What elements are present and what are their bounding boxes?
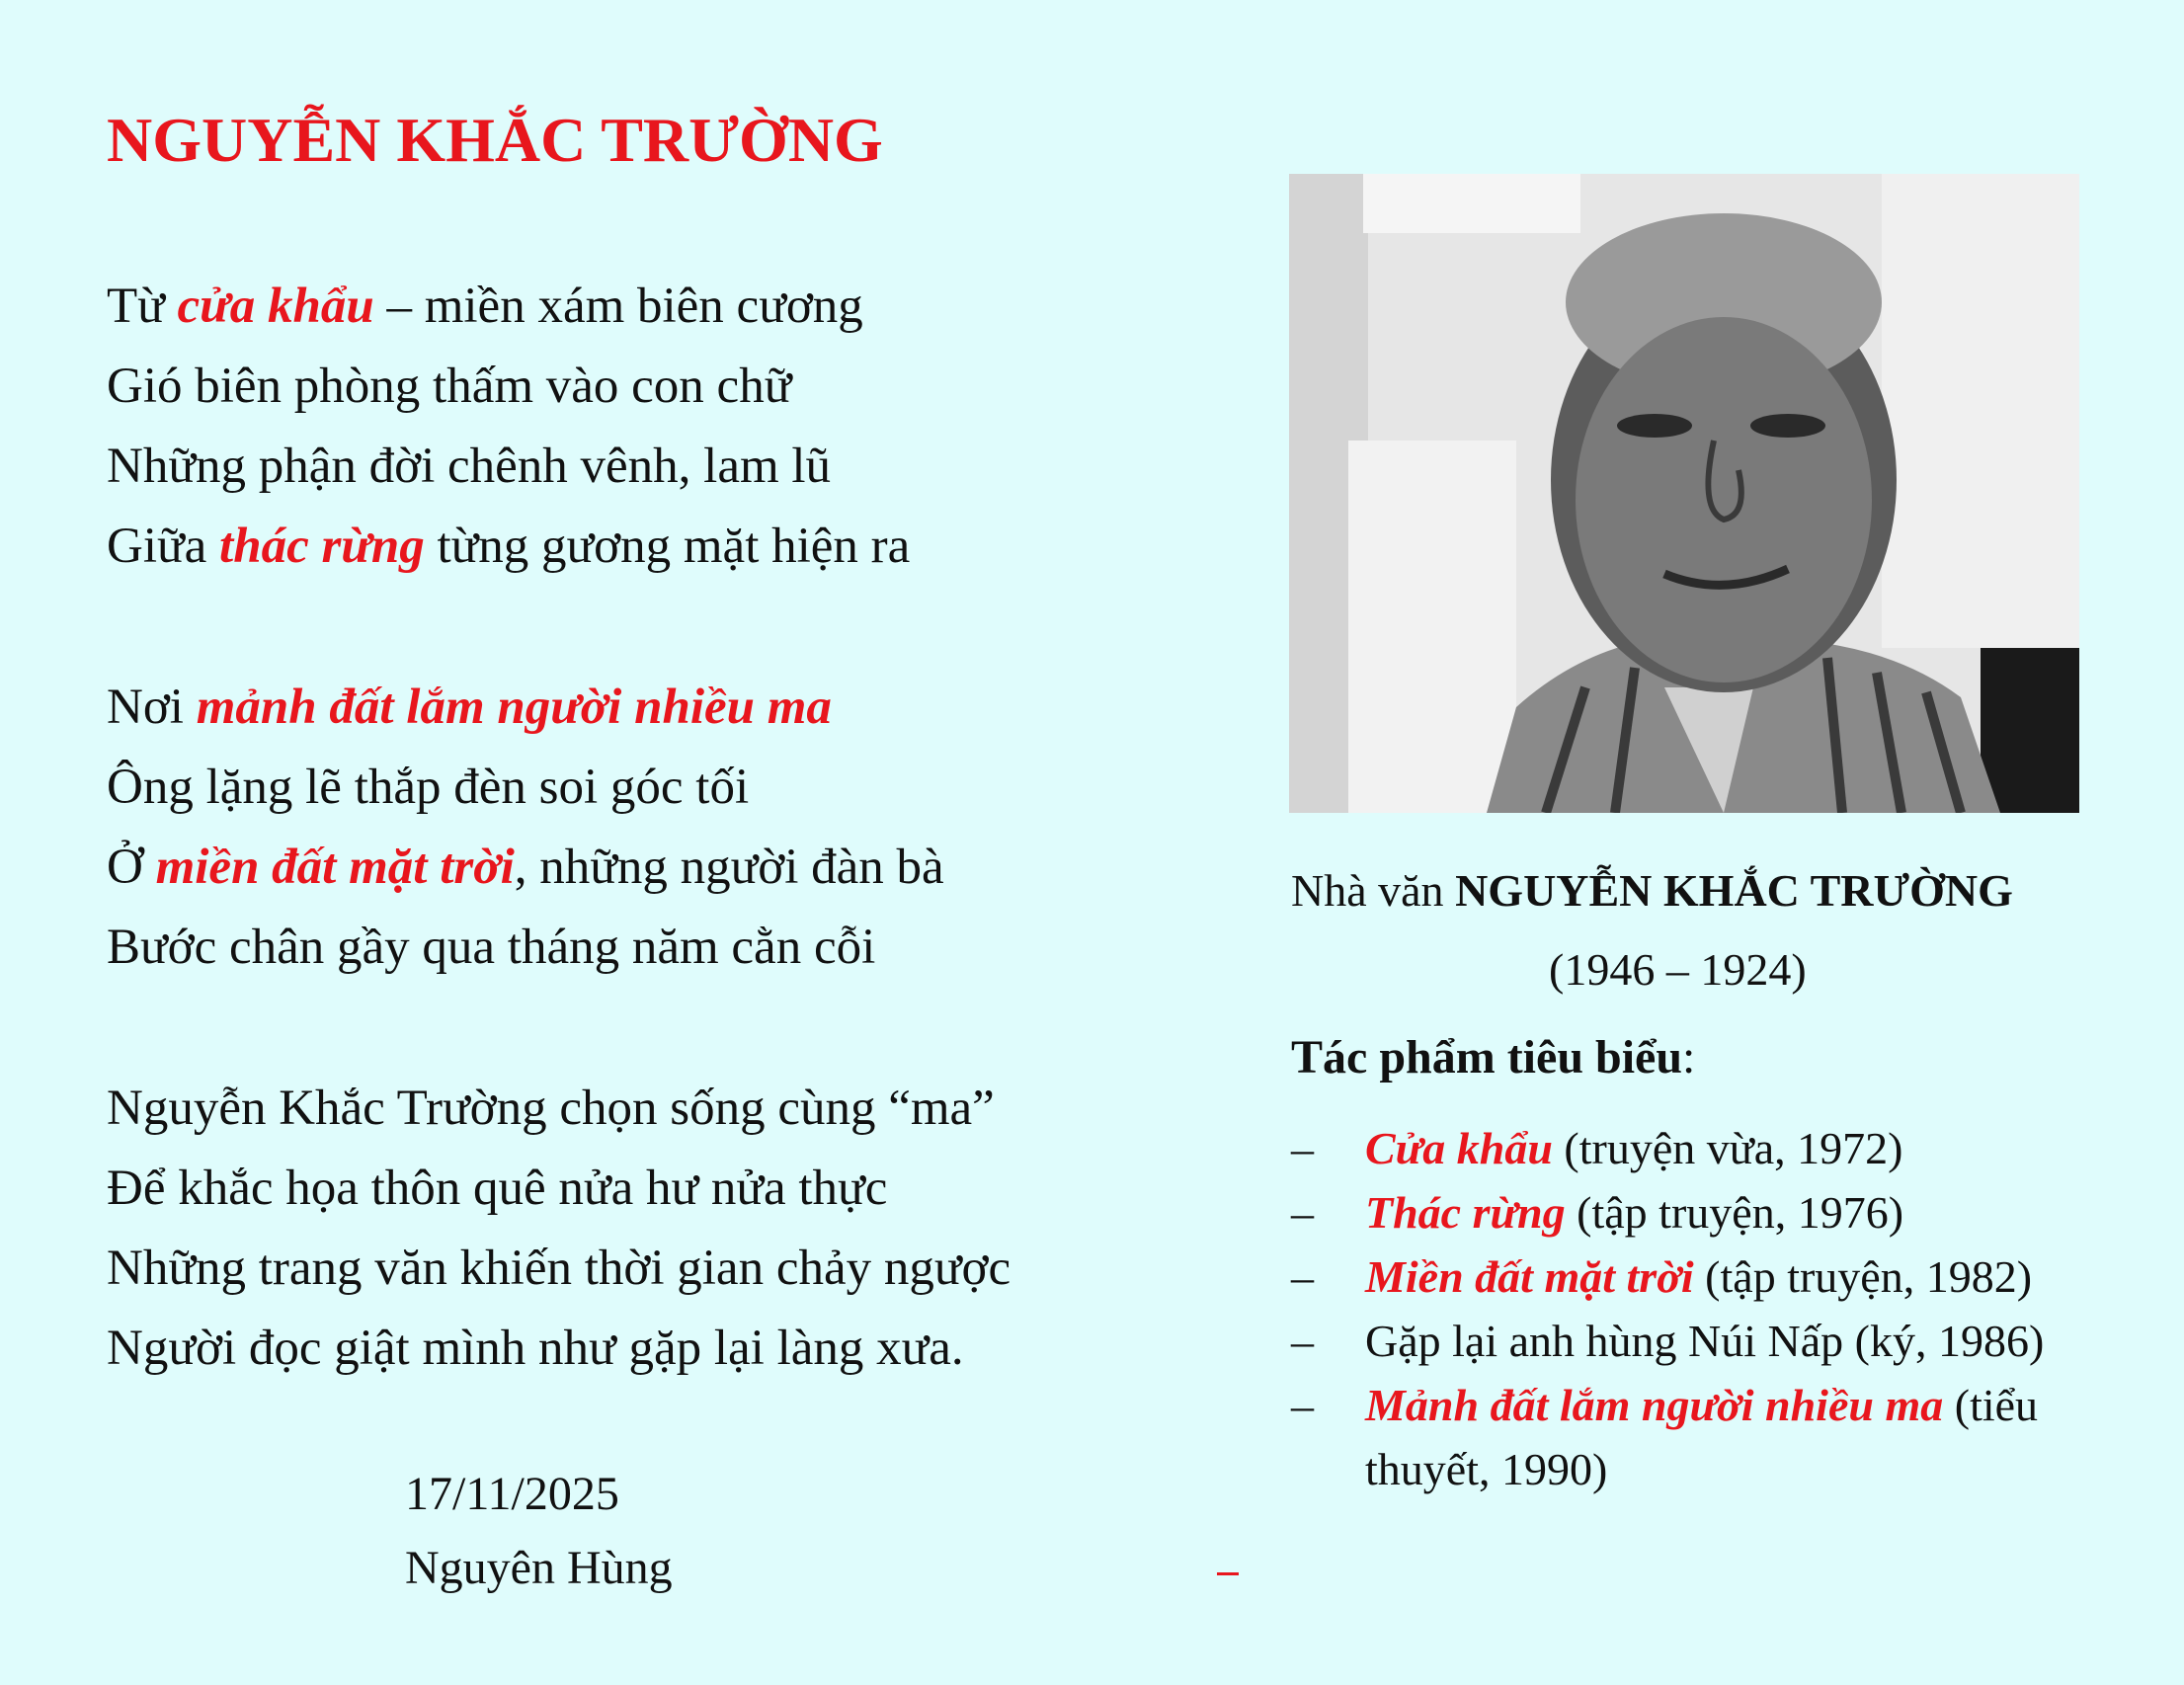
work-title: Cửa khẩu	[1365, 1123, 1553, 1173]
list-item	[1291, 1180, 2101, 1244]
work-title: Mảnh đất lắm người nhiều ma	[1365, 1380, 1944, 1430]
page-title: NGUYỄN KHẮC TRƯỜNG	[107, 105, 883, 175]
works-heading	[1291, 1030, 1695, 1084]
poem-stanza-1	[107, 267, 1243, 587]
work-plain: Gặp lại anh hùng Núi Nấp (ký, 1986)	[1365, 1316, 2045, 1366]
line-text: Từ	[107, 279, 178, 334]
author-years: (1946 – 1924)	[1549, 944, 1807, 995]
poem-stanza-2	[107, 668, 1243, 988]
list-dash: –	[1291, 1251, 1314, 1302]
poem-line: Gió biên phòng thấm vào con chữ	[107, 359, 792, 414]
works-list	[1291, 1116, 2101, 1501]
poem-line	[107, 507, 1243, 587]
work-title: Miền đất mặt trời	[1365, 1251, 1694, 1302]
author-portrait	[1289, 174, 2079, 813]
work-detail: (tập truyện, 1982)	[1693, 1251, 2033, 1302]
list-item	[1291, 1373, 2101, 1501]
line-text: từng gương mặt hiện ra	[424, 519, 911, 574]
signoff-author: Nguyên Hùng	[405, 1542, 673, 1594]
poem-line: Người đọc giật mình như gặp lại làng xưa.	[107, 1321, 964, 1376]
list-dash: –	[1291, 1380, 1314, 1430]
work-detail: (truyện vừa, 1972)	[1552, 1123, 1903, 1173]
caption-name: NGUYỄN KHẮC TRƯỜNG	[1455, 865, 2013, 916]
caption-prefix: Nhà văn	[1291, 865, 1456, 916]
line-text: Ở	[107, 840, 156, 895]
line-text: , những người đàn bà	[514, 840, 944, 895]
work-detail: (tập truyện, 1976)	[1565, 1187, 1904, 1238]
line-text: Giữa	[107, 519, 220, 574]
list-dash: –	[1291, 1187, 1314, 1238]
highlight-text: miền đất mặt trời	[155, 840, 515, 895]
poem-line	[107, 668, 1243, 748]
poem-line: Ông lặng lẽ thắp đèn soi góc tối	[107, 760, 750, 815]
poem	[107, 267, 1243, 1470]
works-heading-label: Tác phẩm tiêu biểu	[1291, 1031, 1683, 1083]
poem-line	[107, 828, 1243, 908]
list-item	[1291, 1244, 2101, 1309]
list-item	[1291, 1309, 2101, 1373]
portrait-illustration	[1289, 174, 2079, 813]
work-detail: (tiểu thuyết, 1990)	[1365, 1380, 2039, 1494]
signoff	[405, 1457, 673, 1605]
poem-line: Nguyễn Khắc Trường chọn sống cùng “ma”	[107, 1081, 995, 1136]
portrait-caption	[1291, 861, 2131, 921]
list-dash: –	[1291, 1316, 1314, 1366]
divider-mark	[1217, 1572, 1239, 1575]
highlight-text: cửa khẩu	[177, 279, 374, 334]
poem-line: Để khắc họa thôn quê nửa hư nửa thực	[107, 1161, 888, 1216]
poem-line: Bước chân gầy qua tháng năm cằn cỗi	[107, 920, 876, 975]
list-item	[1291, 1116, 2101, 1180]
signoff-date: 17/11/2025	[405, 1468, 619, 1520]
list-dash: –	[1291, 1123, 1314, 1173]
work-title: Thác rừng	[1365, 1187, 1566, 1238]
line-text: – miền xám biên cương	[373, 279, 863, 334]
poem-line: Những phận đời chênh vênh, lam lũ	[107, 439, 832, 494]
poem-line	[107, 267, 1243, 347]
highlight-text: thác rừng	[219, 519, 425, 574]
line-text: Nơi	[107, 680, 197, 735]
poem-line: Những trang văn khiến thời gian chảy ngược	[107, 1241, 1011, 1296]
highlight-text: mảnh đất lắm người nhiều ma	[196, 680, 832, 735]
poem-stanza-3	[107, 1069, 1243, 1389]
works-heading-colon: :	[1682, 1031, 1696, 1083]
